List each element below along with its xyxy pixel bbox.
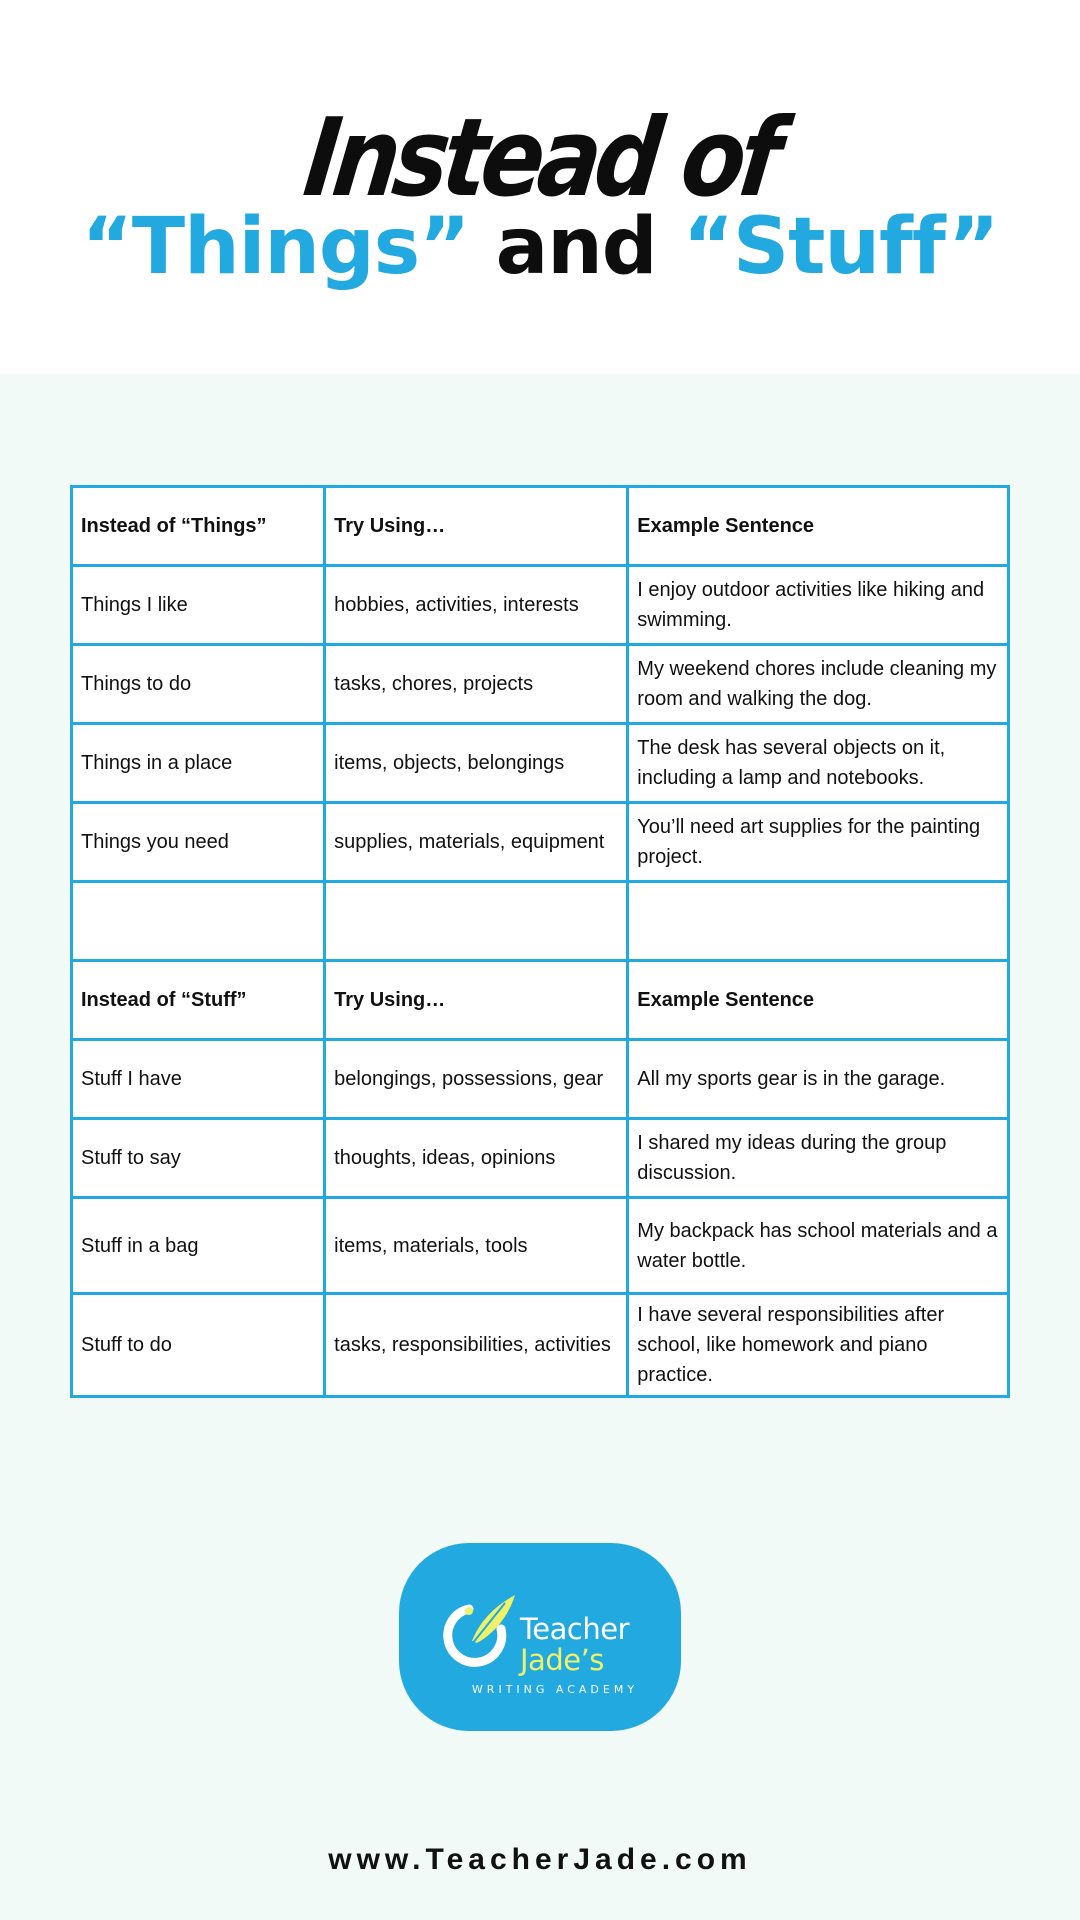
table-row bbox=[72, 1119, 1009, 1198]
title-instead-of: Instead of bbox=[298, 96, 783, 221]
logo-academy-text: WRITING ACADEMY bbox=[471, 1683, 639, 1696]
table-cell: The desk has several objects on it, including a lamp and notebooks. bbox=[628, 724, 1009, 803]
table-cell: Things in a place bbox=[72, 724, 325, 803]
table-cell bbox=[72, 882, 325, 961]
teacher-jade-logo bbox=[399, 1543, 681, 1731]
table-row-empty bbox=[72, 882, 1009, 961]
table-header-row-things bbox=[72, 487, 1009, 566]
table-row bbox=[72, 724, 1009, 803]
table-cell: Stuff to do bbox=[72, 1294, 325, 1397]
table-cell: Example Sentence bbox=[628, 487, 1009, 566]
table-row bbox=[72, 645, 1009, 724]
table-cell: thoughts, ideas, opinions bbox=[325, 1119, 628, 1198]
title-things: “Things” bbox=[81, 202, 470, 292]
table-row bbox=[72, 566, 1009, 645]
table-cell: My backpack has school materials and a water bottle. bbox=[628, 1198, 1009, 1294]
table-cell: Stuff I have bbox=[72, 1040, 325, 1119]
table-cell: Things you need bbox=[72, 803, 325, 882]
table-cell: I shared my ideas during the group discussion. bbox=[628, 1119, 1009, 1198]
table-cell: I have several responsibilities after school, like homework and piano practice. bbox=[628, 1294, 1009, 1397]
table-row bbox=[72, 1040, 1009, 1119]
table-cell: Try Using… bbox=[325, 487, 628, 566]
table-cell bbox=[628, 882, 1009, 961]
table-cell: You’ll need art supplies for the painting project. bbox=[628, 803, 1009, 882]
word-table bbox=[70, 485, 1010, 1398]
table-cell: Try Using… bbox=[325, 961, 628, 1040]
table-cell: items, objects, belongings bbox=[325, 724, 628, 803]
title-stuff: “Stuff” bbox=[682, 202, 999, 292]
table-cell: Stuff to say bbox=[72, 1119, 325, 1198]
table-cell: belongings, possessions, gear bbox=[325, 1040, 628, 1119]
table-cell: Instead of “Things” bbox=[72, 487, 325, 566]
logo-teacher-text: Teacher bbox=[520, 1612, 629, 1646]
table-row bbox=[72, 1198, 1009, 1294]
table-cell: tasks, responsibilities, activities bbox=[325, 1294, 628, 1397]
table-cell: I enjoy outdoor activities like hiking and swimming. bbox=[628, 566, 1009, 645]
table-cell: Example Sentence bbox=[628, 961, 1009, 1040]
logo-jades-text: Jade’s bbox=[520, 1643, 604, 1677]
table-cell: supplies, materials, equipment bbox=[325, 803, 628, 882]
title-and: and bbox=[495, 202, 657, 292]
table-cell: Things I like bbox=[72, 566, 325, 645]
table-cell: Instead of “Stuff” bbox=[72, 961, 325, 1040]
header-banner bbox=[0, 0, 1080, 374]
table-row bbox=[72, 803, 1009, 882]
table-cell: hobbies, activities, interests bbox=[325, 566, 628, 645]
table-header-row-stuff bbox=[72, 961, 1009, 1040]
quill-circle-icon bbox=[439, 1589, 521, 1671]
table-cell: My weekend chores include cleaning my room and walking the dog. bbox=[628, 645, 1009, 724]
table-cell: Stuff in a bag bbox=[72, 1198, 325, 1294]
table-cell: Things to do bbox=[72, 645, 325, 724]
table-cell: tasks, chores, projects bbox=[325, 645, 628, 724]
table-cell bbox=[325, 882, 628, 961]
table-row bbox=[72, 1294, 1009, 1397]
website-url[interactable]: www.TeacherJade.com bbox=[328, 1843, 752, 1876]
title-subtitle bbox=[0, 202, 1080, 292]
table-cell: items, materials, tools bbox=[325, 1198, 628, 1294]
table-cell: All my sports gear is in the garage. bbox=[628, 1040, 1009, 1119]
